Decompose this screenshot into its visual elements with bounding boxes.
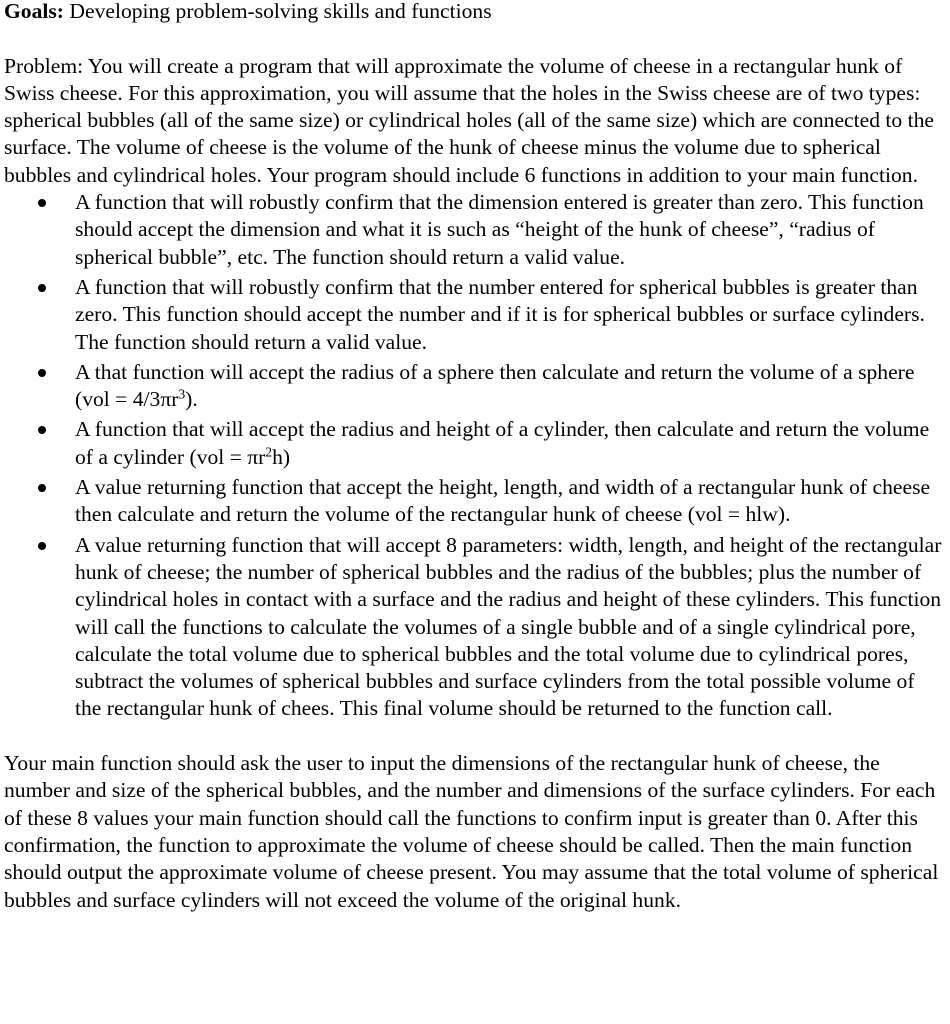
goals-label: Goals: (4, 0, 64, 23)
goals-line (4, 0, 946, 25)
list-item (4, 359, 946, 414)
sphere-exponent: 3 (178, 386, 186, 402)
list-item-text: A function that will accept the radius and height of a cylinder, then calculate and return the volume of a cylinder (vol = πr (75, 417, 930, 469)
list-item (4, 274, 946, 356)
list-item (4, 189, 946, 271)
bullet-icon (38, 426, 46, 434)
document-page (4, 0, 946, 914)
spacer (4, 723, 946, 750)
bullet-icon (38, 484, 46, 492)
goals-text: Developing problem-solving skills and functions (69, 0, 492, 23)
list-item-text-end: h) (272, 444, 291, 469)
bullet-icon (38, 369, 46, 377)
list-item-text: A function that will robustly confirm that the dimension entered is greater than zero. This function should accept the dimension and what it is such as “height of the hunk of cheese”, “radius of spherical bubble”, etc. The function should return a valid value. (75, 190, 924, 269)
list-item-text: A value returning function that will accept 8 parameters: width, length, and height of the rectangular hunk of cheese; the number of spherical bubbles and the radius of the bubbles; plus the number of cylindrical holes in contact with a surface and the radius and height of these cylinders. This function will call the functions to calculate the volumes of a single bubble and of a single cylindrical pore, calculate the total volume due to spherical bubbles and the total volume due to cylindrical pores, subtract the volumes of spherical bubbles and surface cylinders from the total possible volume of the rectangular hunk of chees. This final volume should be returned to the function call. (75, 532, 942, 721)
problem-paragraph: Problem: You will create a program that will approximate the volume of cheese in a rectangular hunk of Swiss cheese. For this approximation, you will assume that the holes in the Swiss cheese are of two types: spherical bubbles (all of the same size) or cylindrical holes (all of the same size) which are connected to the surface. The volume of cheese is the volume of the hunk of cheese minus the volume due to spherical bubbles and cylindrical holes. Your program should include 6 functions in addition to your main function. (4, 53, 934, 187)
list-item-text: A value returning function that accept the height, length, and width of a rectangular hunk of cheese then calculate and return the volume of the rectangular hunk of cheese (vol = hlw). (75, 475, 931, 527)
spacer (4, 25, 946, 52)
main-function-paragraph: Your main function should ask the user to input the dimensions of the rectangular hunk of cheese, the number and size of the spherical bubbles, and the number and dimensions of the surface cylinders. For each of these 8 values your main function should call the functions to confirm input is greater than 0. After this confirmation, the function to approximate the volume of cheese should be called. Then the main function should output the approximate volume of cheese present. You may assume that the total volume of spherical bubbles and surface cylinders will not exceed the volume of the original hunk. (4, 751, 939, 912)
bullet-icon (38, 284, 46, 292)
list-item-text: A function that will robustly confirm that the number entered for spherical bubbles is greater than zero. This function should accept the number and if it is for spherical bubbles or surface cylinders. The function should return a valid value. (75, 274, 925, 354)
list-item (4, 532, 946, 723)
list-item (4, 474, 946, 529)
list-item-text-end: ). (185, 387, 198, 412)
list-item (4, 416, 946, 471)
bullet-icon (38, 199, 46, 207)
list-item-text: A that function will accept the radius of a sphere then calculate and return the volume of a sphere (vol = 4/3πr (75, 359, 915, 412)
bullet-icon (38, 542, 46, 550)
cylinder-exponent: 2 (265, 444, 273, 460)
function-requirements-list (4, 189, 946, 723)
